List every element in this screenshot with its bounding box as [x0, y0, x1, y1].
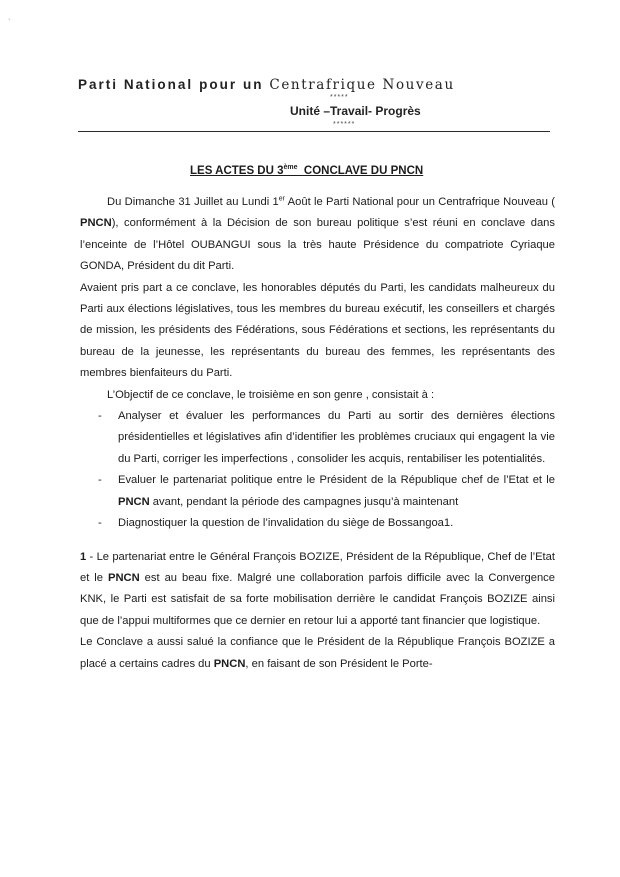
paragraph-participants: Avaient pris part a ce conclave, les honorables députés du Parti, les candidats malheureux du Parti aux élections législatives, tous les membres du bureau exécutif, les conseillers et chargés de mission, les présidents des Fédérations, sous Fédérations et sections, les représentants du bureau de la jeunesse, les représentants du bureau des femmes, les représentants des membres bienfaiteurs du Parti.: [80, 281, 555, 380]
bullet: -: [98, 517, 102, 530]
party-word: Centrafrique: [269, 77, 377, 93]
section-number: 1: [80, 550, 87, 563]
list-item: - Diagnostiquer la question de l’invalidation du siège de Bossangoa1.: [80, 513, 555, 534]
document-body: [80, 192, 555, 675]
list-item: - Evaluer le partenariat politique entre le Président de la République chef de l’Etat et le PNCN avant, pendant la période des campagnes jusqu’à maintenant: [80, 470, 555, 513]
document-title: LES ACTES DU 3ème CONCLAVE DU PNCN: [190, 164, 424, 177]
party-word: un: [243, 77, 264, 92]
paragraph-objective: L’Objectif de ce conclave, le troisième en son genre , consistait à :: [107, 388, 435, 401]
decorative-stars: ******: [333, 121, 356, 128]
party-motto: Unité –Travail- Progrès: [290, 104, 421, 118]
objectives-list: [80, 406, 555, 534]
bullet: -: [98, 474, 102, 487]
party-name-header: [78, 77, 558, 93]
party-word: Nouveau: [382, 77, 455, 93]
party-word: Parti: [78, 77, 119, 92]
list-item: - Analyser et évaluer les performances du Parti au sortir des dernières élections présidentielles et législatives afin d’identifier les problèmes cruciaux qui engagent la vie du Parti, corriger les imperfections , consolider les acquis, rentabiliser les potentialités.: [80, 406, 555, 470]
section-1-paragraph: 1 - Le partenariat entre le Général François BOZIZE, Président de la République, Chef de l’Etat et le PNCN est au beau fixe. Malgré une collaboration parfois difficile avec la Convergence KNK, le Parti est satisfait de sa forte mobilisation derrière le candidat François BOZIZE ainsi que de l’appui multiformes que ce dernier en retour lui a apporté tant financier que logistique.: [80, 550, 555, 627]
scan-speck: `: [8, 18, 11, 27]
paragraph-confidence: Le Conclave a aussi salué la confiance que le Président de la République François BOZIZE a placé a certains cadres du PNCN, en faisant de son Président le Porte-: [80, 636, 555, 670]
decorative-stars: *****: [330, 94, 349, 101]
party-word: pour: [199, 77, 238, 92]
paragraph-intro: Du Dimanche 31 Juillet au Lundi 1er Août le Parti National pour un Centrafrique Nouveau ( PNCN), conformément à la Décision de son bureau politique s’est réuni en conclave dans l’enceinte de l’Hôtel OUBANGUI sous la très haute Présidence du compatriote Cyriaque GONDA, Président du dit Parti.: [80, 195, 555, 273]
bullet: -: [98, 410, 102, 423]
party-word: National: [123, 77, 194, 92]
header-divider: [78, 131, 550, 132]
